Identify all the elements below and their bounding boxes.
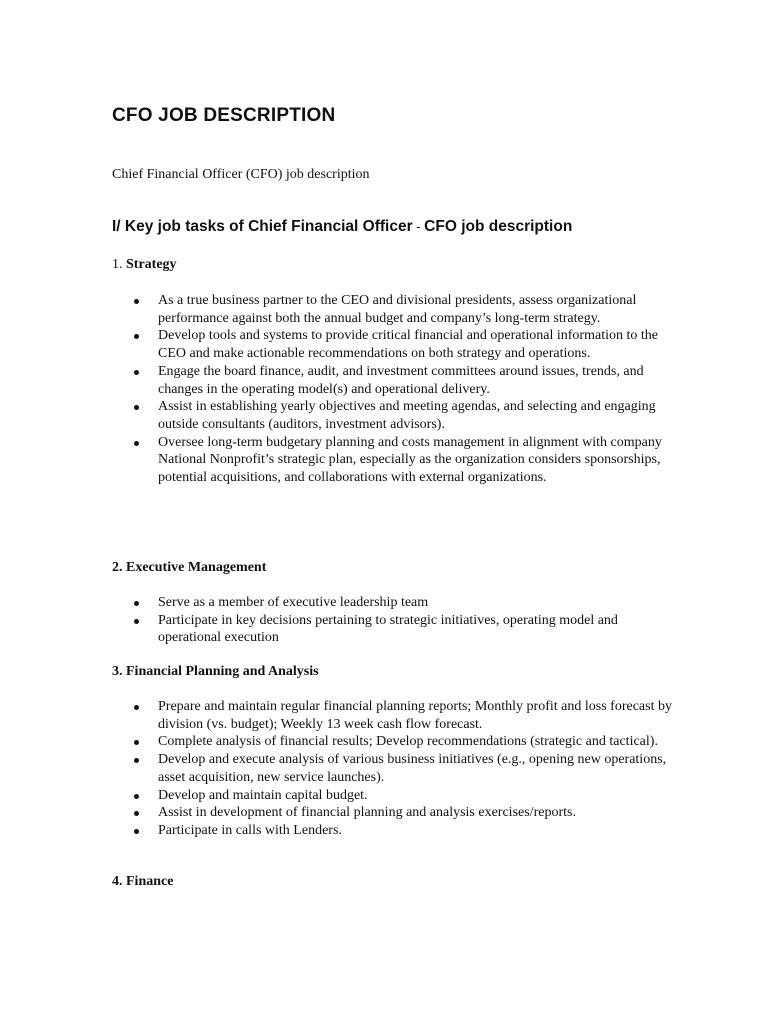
bullet-icon bbox=[134, 794, 139, 799]
subsection-title: Finance bbox=[126, 874, 174, 889]
list-item-text: Develop tools and systems to provide critical financial and operational information to the CEO and make actionable recommendations on both strategy and operations. bbox=[158, 328, 658, 362]
list-item-text: As a true business partner to the CEO and divisional presidents, assess organizational performance against both the annual budget and company’s long-term strategy. bbox=[158, 293, 637, 326]
bullet-icon bbox=[134, 370, 139, 375]
bullet-icon bbox=[134, 334, 139, 339]
section-heading-main: I/ Key job tasks of Chief Financial Officer bbox=[112, 218, 413, 235]
list-item-text: Develop and maintain capital budget. bbox=[158, 787, 368, 803]
bullet-icon bbox=[134, 619, 139, 624]
executive-management-list bbox=[112, 594, 672, 647]
subsection-heading-financial-planning bbox=[112, 663, 319, 681]
list-item bbox=[112, 292, 672, 327]
list-item-text: Engage the board finance, audit, and investment committees around issues, trends, and changes in the operating model(s) and operational delivery. bbox=[158, 363, 644, 397]
subsection-number: 3. bbox=[112, 664, 123, 679]
page-title: CFO JOB DESCRIPTION bbox=[112, 105, 336, 126]
subsection-title: Executive Management bbox=[126, 560, 267, 575]
bullet-icon bbox=[134, 758, 139, 763]
list-item-text: Serve as a member of executive leadership team bbox=[158, 595, 429, 610]
list-item bbox=[112, 787, 672, 805]
list-item bbox=[112, 804, 672, 822]
list-item bbox=[112, 612, 672, 647]
list-item-text: Participate in key decisions pertaining to strategic initiatives, operating model and operational execution bbox=[158, 612, 618, 646]
subsection-heading-executive-management bbox=[112, 559, 266, 577]
list-item bbox=[112, 594, 672, 612]
list-item-text: Participate in calls with Lenders. bbox=[158, 822, 342, 838]
subsection-number: 1. bbox=[112, 257, 123, 272]
section-heading-separator: - bbox=[412, 219, 425, 234]
list-item bbox=[112, 398, 672, 433]
list-item bbox=[112, 363, 672, 398]
subsection-title: Financial Planning and Analysis bbox=[126, 664, 319, 679]
bullet-icon bbox=[134, 705, 139, 710]
list-item-text: Develop and execute analysis of various business initiatives (e.g., opening new operations, asset acquisition, new service launches). bbox=[158, 752, 667, 785]
section-heading bbox=[112, 217, 572, 237]
list-item bbox=[112, 751, 672, 786]
bullet-icon bbox=[134, 740, 139, 745]
list-item bbox=[112, 434, 672, 487]
document-subtitle: Chief Financial Officer (CFO) job description bbox=[112, 167, 370, 182]
subsection-heading-finance bbox=[112, 873, 173, 891]
bullet-icon bbox=[134, 405, 139, 410]
list-item bbox=[112, 698, 672, 733]
section-heading-tail: CFO job description bbox=[424, 218, 573, 235]
bullet-icon bbox=[134, 811, 139, 816]
subsection-title: Strategy bbox=[126, 257, 177, 272]
list-item bbox=[112, 822, 672, 840]
list-item-text: Assist in establishing yearly objectives and meeting agendas, and selecting and engaging outside consultants (auditors, investment advisors). bbox=[158, 399, 656, 432]
bullet-icon bbox=[134, 829, 139, 834]
list-item-text: Prepare and maintain regular financial planning reports; Monthly profit and loss forecast by division (vs. budget); Weekly 13 week cash flow forecast. bbox=[158, 699, 672, 732]
bullet-icon bbox=[134, 601, 139, 606]
subsection-heading-strategy bbox=[112, 256, 177, 274]
list-item bbox=[112, 327, 672, 362]
subsection-number: 4. bbox=[112, 874, 123, 889]
list-item-text: Assist in development of financial planning and analysis exercises/reports. bbox=[158, 805, 576, 821]
list-item-text: Oversee long-term budgetary planning and costs management in alignment with company National Nonprofit’s strategic plan, especially as the organization considers sponsorships, potential acquisitions, and collaborations with external organizations. bbox=[158, 434, 662, 486]
subsection-number: 2. bbox=[112, 560, 123, 575]
bullet-icon bbox=[134, 441, 139, 446]
list-item-text: Complete analysis of financial results; Develop recommendations (strategic and tactical). bbox=[158, 734, 658, 750]
bullet-icon bbox=[134, 299, 139, 304]
list-item bbox=[112, 733, 672, 751]
strategy-list bbox=[112, 292, 672, 487]
financial-planning-list bbox=[112, 698, 672, 840]
